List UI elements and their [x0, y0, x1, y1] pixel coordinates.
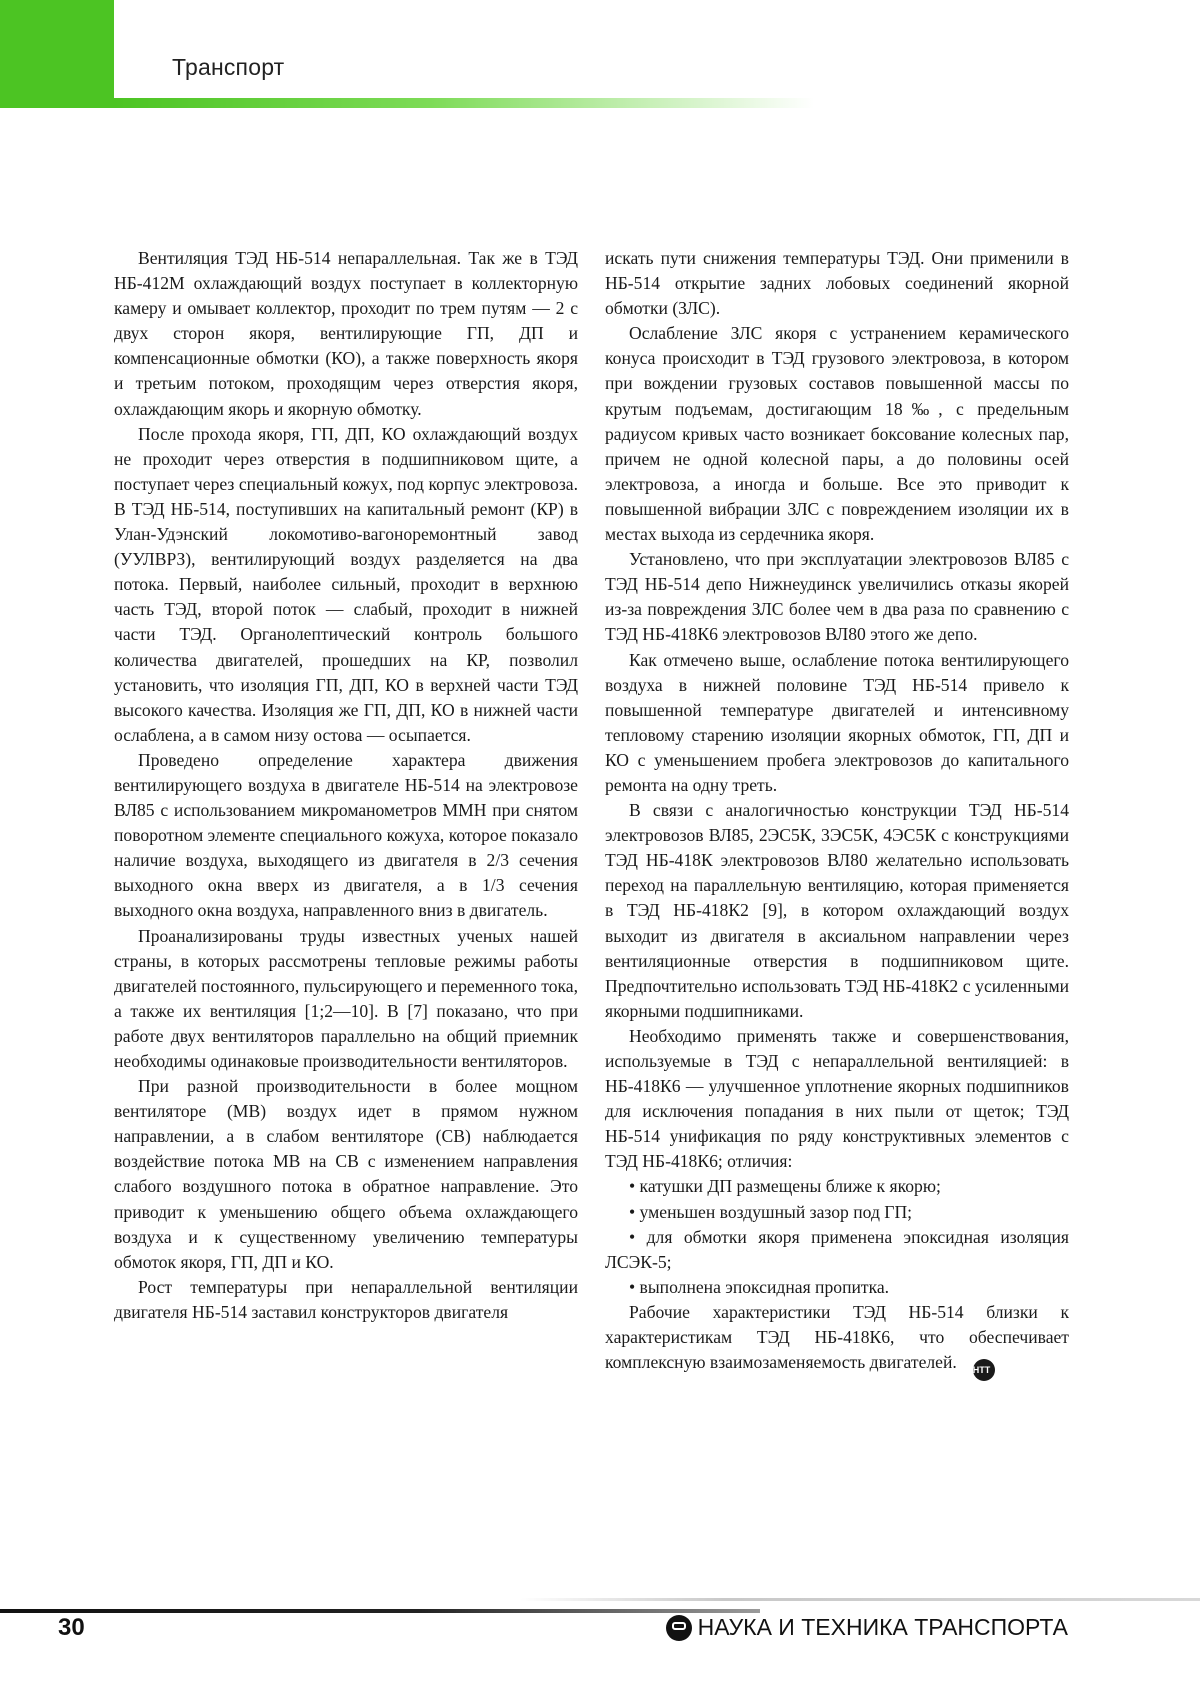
header-accent-block — [0, 0, 114, 108]
paragraph: Ослабление ЗЛС якоря с устранением керамического конуса происходит в ТЭД грузового электровоза, в котором при вождении грузовых составов повышенной массы по крутым подъемам, достигающим 18‰, с предельным радиусом кривых часто возникает боксование колесных пар, причем не одной колесной пары, а до половины осей электровоза, а иногда и больше. Все это приводит к повышенной вибрации ЗЛС с повреждением изоляции их в местах выхода из сердечника якоря. — [605, 323, 1069, 545]
paragraph: искать пути снижения температуры ТЭД. Они применили в НБ-514 открытие задних лобовых соединений якорной обмотки (ЗЛС). — [605, 248, 1069, 319]
paragraph: Вентиляция ТЭД НБ-514 непараллельная. Так же в ТЭД НБ-412М охлаждающий воздух поступает в коллекторную камеру и омывает коллектор, проходит по трем путям — 2 с двух сторон якоря, вентилирующие ГП, ДП и компенсационные обмотки (КО), а также поверхность якоря и третьим потоком, проходящим через отверстия якоря, охлаждающим якорь и якорную обмотку. — [114, 248, 578, 419]
journal-name — [666, 1614, 1068, 1641]
paragraph: После прохода якоря, ГП, ДП, КО охлаждающий воздух не проходит через отверстия в подшипниковом щите, а поступает через специальный кожух, под корпус электровоза. В ТЭД НБ-514, поступивших на капитальный ремонт (КР) в Улан-Удэнский локомотиво-вагоноремонтный завод (УУЛВРЗ), вентилирующий воздух разделяется на два потока. Первый, наиболее сильный, проходит в верхнюю часть ТЭД, второй поток — слабый, проходит в нижней части ТЭД. Органолептический контроль большого количества двигателей, прошедших на КР, позволил установить, что изоляция ГП, ДП, КО в верхней части ТЭД высокого качества. Изоляция же ГП, ДП, КО в нижней части ослаблена, а в самом низу остова — осыпается. — [114, 423, 578, 745]
header-gradient-bar — [114, 98, 814, 108]
journal-logo-icon — [666, 1615, 692, 1641]
bullet-item: • для обмотки якоря применена эпоксидная изоляция ЛСЭК-5; — [605, 1226, 1069, 1272]
footer-rule — [0, 1609, 760, 1613]
bullet-item: • выполнена эпоксидная пропитка. — [629, 1276, 890, 1297]
paragraph: При разной производительности в более мощном вентиляторе (МВ) воздух идет в прямом нужном направлении, а в слабом вентиляторе (СВ) наблюдается воздействие потока МВ на СВ с изменением направления слабого воздушного потока в обратное направление. Это приводит к уменьшению общего объема охлаждающего воздуха и к существенному увеличению температуры обмоток якоря, ГП, ДП и КО. — [114, 1076, 578, 1272]
paragraph: В связи с аналогичностью конструкции ТЭД НБ-514 электровозов ВЛ85, 2ЭС5К, 3ЭС5К, 4ЭС5К с конструкциями ТЭД НБ-418К электровозов ВЛ80 желательно использовать переход на параллельную вентиляцию, которая применяется в ТЭД НБ-418К2 [9], в котором охлаждающий воздух выходит из двигателя в аксиальном направлении через вентиляционные отверстия в подшипниковом щите. Предпочтительно использовать ТЭД НБ-418К2 с усиленными якорными подшипниками. — [605, 800, 1069, 1021]
right-column — [605, 246, 1069, 1381]
bullet-item: • катушки ДП размещены ближе к якорю; — [629, 1176, 941, 1197]
paragraph: Проведено определение характера движения вентилирующего воздуха в двигателе НБ-514 на электровозе ВЛ85 с использованием микроманометров ММН при снятом поворотном элементе специального кожуха, которое показало наличие воздуха, выходящего из двигателя в 2/3 сечения выходного окна вверх из двигателя, а в 1/3 сечения выходного окна воздуха, направленного вниз в двигатель. — [114, 749, 578, 921]
closing-paragraph — [605, 1300, 1069, 1381]
footer-rule-light — [520, 1598, 1200, 1601]
paragraph: Проанализированы труды известных ученых нашей страны, в которых рассмотрены тепловые режимы работы двигателей постоянного, пульсирующего и переменного тока, а также их вентиляция [1;2—10]. В [7] показано, что при работе двух вентиляторов параллельно на общий приемник необходимы одинаковые производительности вентиляторов. — [114, 925, 578, 1071]
end-of-article-logo-icon: НТТ — [973, 1359, 995, 1381]
page-number: 30 — [58, 1614, 85, 1641]
paragraph: Установлено, что при эксплуатации электровозов ВЛ85 с ТЭД НБ-514 депо Нижнеудинск увеличились отказы якорей из-за повреждения ЗЛС более чем в два раза по сравнению с ТЭД НБ-418К6 электровозов ВЛ80 этого же депо. — [605, 549, 1069, 645]
paragraph: Необходимо применять также и совершенствования, используемые в ТЭД с непараллельной вентиляцией: в НБ-418К6 — улучшенное уплотнение якорных подшипников для исключения попадания в них пыли от щеток; ТЭД НБ-514 унификация по ряду конструктивных элементов с ТЭД НБ-418К6; отличия: — [605, 1025, 1069, 1172]
bullet-item: • уменьшен воздушный зазор под ГП; — [629, 1201, 913, 1222]
paragraph: Как отмечено выше, ослабление потока вентилирующего воздуха в нижней половине ТЭД НБ-514 привело к повышенной температуре двигателей и интенсивному тепловому старению изоляции якорных обмоток, ГП, ДП и КО с уменьшением пробега электровозов до капитального ремонта на одну треть. — [605, 649, 1069, 795]
paragraph: Рост температуры при непараллельной вентиляции двигателя НБ-514 заставил конструкторов двигателя — [114, 1276, 578, 1322]
left-column — [114, 246, 578, 1325]
journal-title: НАУКА И ТЕХНИКА ТРАНСПОРТА — [697, 1614, 1068, 1640]
section-title: Транспорт — [172, 54, 285, 80]
closing-text: Рабочие характеристики ТЭД НБ-514 близки к характеристикам ТЭД НБ-418К6, что обеспечивает комплексную взаимозаменяемость двигателей. — [605, 1301, 1069, 1373]
